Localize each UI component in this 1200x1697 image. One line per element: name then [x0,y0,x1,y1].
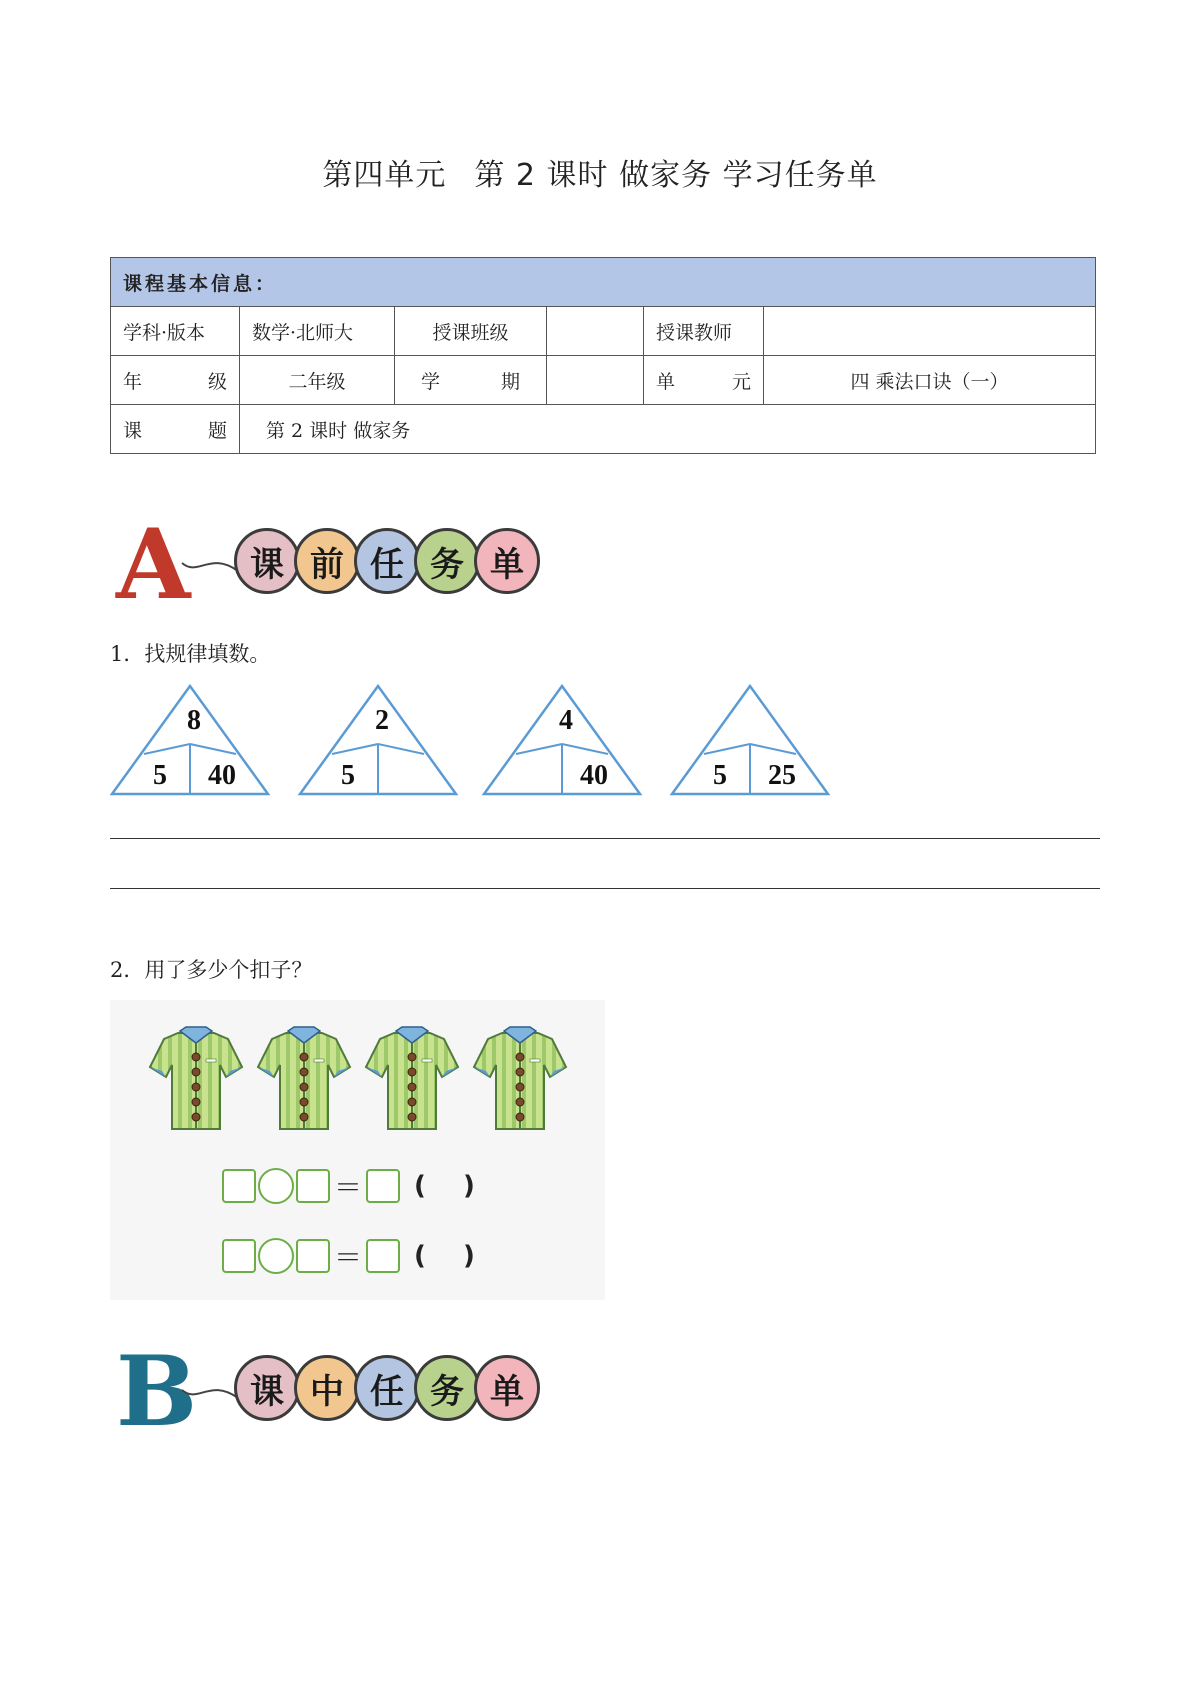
triangle-puzzles [110,672,840,802]
grade-label-b: 级 [207,370,227,393]
triangle-top-number: 8 [187,705,201,736]
cell-teacher-label: 授课教师 [644,307,764,356]
triangle-puzzle [484,686,640,794]
title-char-circle: 务 [414,1355,480,1421]
shirt-button [516,1098,524,1106]
shirt-button [516,1068,524,1076]
shirt-button [516,1053,524,1061]
shirt-button [408,1083,416,1091]
shirt-button [408,1068,416,1076]
cord-decoration [180,1382,240,1412]
grade-label-a: 年 [123,370,143,393]
section-b-banner [110,1335,590,1448]
shirt-button [192,1113,200,1121]
answer-box[interactable] [222,1169,256,1203]
title-char-circle: 课 [234,528,300,594]
unit-paren: ( ) [414,1241,489,1271]
cell-term-label [395,356,547,405]
cell-grade-value: 二年级 [240,356,395,405]
shirt-button [300,1083,308,1091]
answer-box[interactable] [296,1239,330,1273]
answer-box[interactable] [296,1169,330,1203]
section-a-title [234,528,534,594]
question-2-text: 2．用了多少个扣子？ [110,958,313,982]
cell-subject-label: 学科·版本 [111,307,240,356]
title-char-circle: 单 [474,1355,540,1421]
divider-line [516,744,562,754]
triangle-right-number: 40 [208,760,236,791]
table-row [111,307,1096,356]
section-a-letter: A [116,508,191,621]
title-char-circle: 课 [234,1355,300,1421]
equation-row [222,1166,489,1206]
triangle-top-number: 2 [375,705,389,736]
divider-line [704,744,750,754]
divider-line [190,744,236,754]
shirt-button [408,1113,416,1121]
term-label-a: 学 [421,370,441,393]
shirts-figure [110,1000,605,1300]
cell-teacher-value [764,307,1096,356]
shirt-button [300,1098,308,1106]
triangle-left-number: 5 [153,760,167,791]
divider-line [562,744,608,754]
answer-line [110,838,1100,839]
cell-class-value [547,307,644,356]
page-title [0,150,1200,194]
cell-term-value [547,356,644,405]
unit-label-b: 元 [731,370,751,393]
shirt-button [516,1083,524,1091]
triangle-puzzle [672,686,828,794]
shirt-icon [472,1025,568,1135]
triangle-left-number: 5 [341,760,355,791]
title-char-circle: 前 [294,528,360,594]
cell-class-label: 授课班级 [395,307,547,356]
topic-label-a: 课 [123,419,143,442]
cell-grade-label [111,356,240,405]
cell-topic-value: 第 2 课时 做家务 [240,405,1096,454]
cell-subject-value: 数学·北师大 [240,307,395,356]
answer-box[interactable] [366,1169,400,1203]
triangle-puzzle [300,686,456,794]
term-label-b: 期 [500,370,520,393]
cell-unit-label [644,356,764,405]
table-header: 课程基本信息： [111,258,1096,307]
answer-box[interactable] [366,1239,400,1273]
triangle-right-number: 40 [580,760,608,791]
equals-sign: ＝ [334,1241,363,1274]
section-b-letter: B [116,1335,198,1448]
shirt-button [300,1113,308,1121]
topic-label-b: 题 [207,419,227,442]
shirt-button [516,1113,524,1121]
table-row [111,356,1096,405]
question-1-text: 1．找规律填数。 [110,642,271,666]
title-lesson: 第 2 课时 做家务 学习任务单 [474,158,878,193]
triangle-left-number: 5 [713,760,727,791]
cord-decoration [180,555,240,585]
shirt-icon [364,1025,460,1135]
answer-box[interactable] [222,1239,256,1273]
title-unit: 第四单元 [322,158,447,193]
shirt-icon [256,1025,352,1135]
shirt-button [192,1053,200,1061]
cell-topic-label [111,405,240,454]
divider-line [144,744,190,754]
course-info-table [110,257,1096,454]
unit-label-a: 单 [656,370,676,393]
shirt-button [300,1068,308,1076]
shirt-button [192,1083,200,1091]
triangle-puzzle [112,686,268,794]
title-char-circle: 任 [354,1355,420,1421]
equation-row [222,1236,489,1276]
divider-line [378,744,424,754]
title-char-circle: 务 [414,528,480,594]
operator-circle[interactable] [258,1238,294,1274]
title-char-circle: 中 [294,1355,360,1421]
shirt-button [408,1053,416,1061]
cell-unit-value: 四 乘法口诀（一） [764,356,1096,405]
operator-circle[interactable] [258,1168,294,1204]
triangle-right-number: 25 [768,760,796,791]
shirt-button [192,1098,200,1106]
section-a-banner [110,508,590,621]
divider-line [750,744,796,754]
table-row [111,405,1096,454]
shirt-button [300,1053,308,1061]
shirt-icon [148,1025,244,1135]
title-char-circle: 任 [354,528,420,594]
equals-sign: ＝ [334,1171,363,1204]
answer-line [110,888,1100,889]
title-char-circle: 单 [474,528,540,594]
divider-line [332,744,378,754]
shirt-button [192,1068,200,1076]
unit-paren: ( ) [414,1171,489,1201]
section-b-title [234,1355,534,1421]
shirt-button [408,1098,416,1106]
triangle-top-number: 4 [559,705,573,736]
